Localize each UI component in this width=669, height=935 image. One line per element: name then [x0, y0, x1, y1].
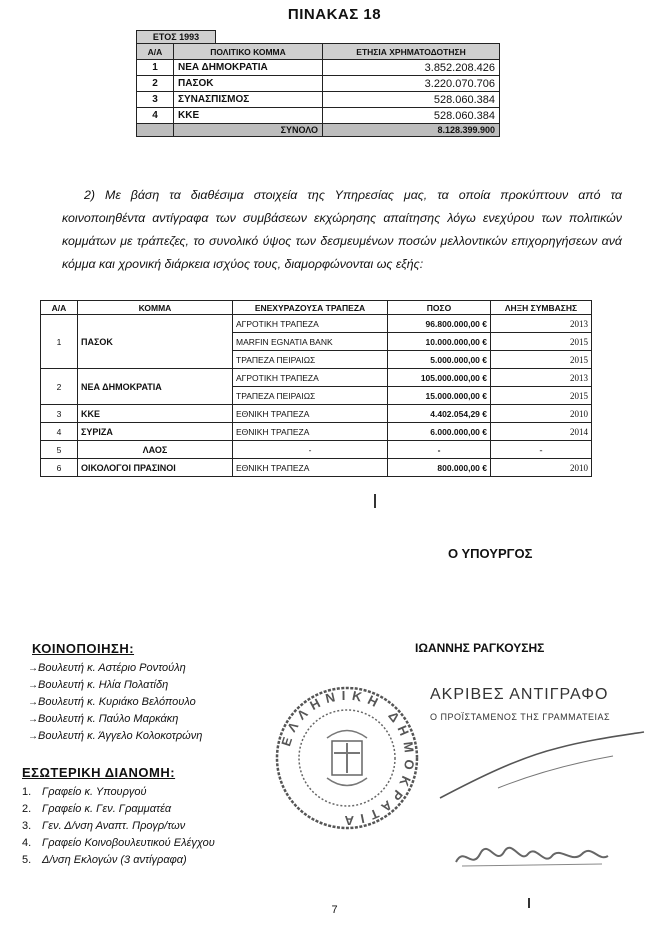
loan-end-year: 2015	[491, 351, 592, 369]
loan-aa: 6	[41, 459, 78, 477]
loan-row	[41, 369, 592, 387]
header-bank: ΕΝΕΧΥΡΑΖΟΥΣΑ ΤΡΑΠΕΖΑ	[233, 301, 388, 315]
loan-bank: -	[233, 441, 388, 459]
loan-party: ΝΕΑ ΔΗΜΟΚΡΑΤΙΑ	[78, 369, 233, 405]
loan-party: ΛΑΟΣ	[78, 441, 233, 459]
header-aa: Α/Α	[137, 44, 174, 60]
bullet-arrow-icon: →	[28, 697, 38, 708]
loan-amount: 105.000.000,00 €	[388, 369, 491, 387]
loan-bank: ΕΘΝΙΚΗ ΤΡΑΠΕΖΑ	[233, 423, 388, 441]
total-empty	[137, 124, 174, 137]
loan-bank: ΤΡΑΠΕΖΑ ΠΕΙΡΑΙΩΣ	[233, 387, 388, 405]
esoteriki-item	[22, 852, 215, 869]
seal-text: ΕΛΛΗΝΙΚΗ ΔΗΜΟΚΡΑΤΙΑ	[278, 687, 418, 829]
certified-copy-stamp: ΑΚΡΙΒΕΣ ΑΝΤΙΓΡΑΦΟ	[430, 686, 609, 703]
koinopoiisi-item-text: Βουλευτή κ. Κυριάκο Βελόπουλο	[38, 696, 196, 708]
row-aa: 2	[137, 76, 174, 92]
loan-aa: 5	[41, 441, 78, 459]
koinopoiisi-item	[28, 728, 202, 745]
row-party: ΚΚΕ	[174, 108, 323, 124]
minister-title: Ο ΥΠΟΥΡΓΟΣ	[448, 546, 533, 561]
funding-row	[137, 60, 500, 76]
loan-end-year: 2013	[491, 315, 592, 333]
esoteriki-item-number: 4.	[22, 837, 32, 849]
esoteriki-item-number: 2.	[22, 803, 32, 815]
bullet-arrow-icon: →	[28, 680, 38, 691]
year-label: ΕΤΟΣ 1993	[136, 30, 216, 44]
bullet-arrow-icon: →	[28, 731, 38, 742]
page-title: ΠΙΝΑΚΑΣ 18	[287, 6, 382, 23]
esoteriki-item-number: 3.	[22, 820, 32, 832]
esoteriki-list	[22, 784, 215, 869]
esoteriki-item	[22, 835, 215, 852]
loan-row	[41, 423, 592, 441]
header-party: ΚΟΜΜΑ	[78, 301, 233, 315]
loan-bank: ΑΓΡΟΤΙΚΗ ΤΡΑΠΕΖΑ	[233, 315, 388, 333]
loan-end-year: -	[491, 441, 592, 459]
loan-amount: -	[388, 441, 491, 459]
minister-name: ΙΩΑΝΝΗΣ ΡΑΓΚΟΥΣΗΣ	[415, 641, 545, 655]
loan-bank: MARFIN EGNATIA BANK	[233, 333, 388, 351]
loan-amount: 15.000.000,00 €	[388, 387, 491, 405]
funding-total-row	[137, 124, 500, 137]
loan-end-year: 2010	[491, 459, 592, 477]
bullet-arrow-icon: →	[28, 714, 38, 725]
loan-amount: 10.000.000,00 €	[388, 333, 491, 351]
esoteriki-item-number: 5.	[22, 854, 32, 866]
loans-table	[40, 300, 592, 477]
funding-row	[137, 92, 500, 108]
head-office-label: Ο ΠΡΟΪΣΤΑΜΕΝΟΣ ΤΗΣ ΓΡΑΜΜΑΤΕΙΑΣ	[430, 712, 611, 722]
signature	[452, 836, 612, 876]
scan-mark	[528, 898, 530, 908]
loan-aa: 3	[41, 405, 78, 423]
loan-row	[41, 441, 592, 459]
loan-party: ΟΙΚΟΛΟΓΟΙ ΠΡΑΣΙΝΟΙ	[78, 459, 233, 477]
koinopoiisi-item-text: Βουλευτή κ. Ηλία Πολατίδη	[38, 679, 169, 691]
esoteriki-item-text: Γραφείο Κοινοβουλευτικού Ελέγχου	[42, 837, 215, 849]
koinopoiisi-heading: ΚΟΙΝΟΠΟΙΗΣΗ:	[32, 641, 135, 656]
loan-aa: 1	[41, 315, 78, 369]
row-amount: 3.220.070.706	[323, 76, 500, 92]
row-amount: 528.060.384	[323, 108, 500, 124]
funding-row	[137, 76, 500, 92]
loans-table-header	[41, 301, 592, 315]
loan-bank: ΑΓΡΟΤΙΚΗ ΤΡΑΠΕΖΑ	[233, 369, 388, 387]
row-amount: 528.060.384	[323, 92, 500, 108]
row-party: ΣΥΝΑΣΠΙΣΜΟΣ	[174, 92, 323, 108]
esoteriki-item-text: Δ/νση Εκλογών (3 αντίγραφα)	[42, 854, 187, 866]
total-label: ΣΥΝΟΛΟ	[174, 124, 323, 137]
page-number: 7	[331, 904, 338, 916]
esoteriki-item-text: Γραφείο κ. Γεν. Γραμματέα	[42, 803, 172, 815]
loan-end-year: 2015	[491, 387, 592, 405]
loan-aa: 2	[41, 369, 78, 405]
esoteriki-item-text: Γεν. Δ/νση Αναπτ. Προγρ/των	[42, 820, 186, 832]
koinopoiisi-item-text: Βουλευτή κ. Αστέριο Ροντούλη	[38, 662, 186, 674]
row-aa: 3	[137, 92, 174, 108]
loan-aa: 4	[41, 423, 78, 441]
header-party: ΠΟΛΙΤΙΚΟ ΚΟΜΜΑ	[174, 44, 323, 60]
paragraph-text: 2) Με βάση τα διαθέσιμα στοιχεία της Υπηρεσίας μας, τα οποία προκύπτουν από τα κοινοποιηθέντα αντίγραφα των συμβάσεων εκχώρησης απαίτησης λόγω ενεχύρου των πολιτικών κομμάτων με τράπεζες, το συνολικό ύψος των δεσμευμένων ποσών μελλοντικών επιχορηγήσεων ανά κόμμα και χρονική διάρκεια ισχύος τους, διαμορφώνονται ως εξής:	[62, 188, 622, 271]
loan-party: ΠΑΣΟΚ	[78, 315, 233, 369]
header-funding: ΕΤΗΣΙΑ ΧΡΗΜΑΤΟΔΟΤΗΣΗ	[323, 44, 500, 60]
koinopoiisi-list	[28, 660, 202, 745]
loan-party: ΣΥΡΙΖΑ	[78, 423, 233, 441]
scan-mark	[374, 494, 376, 508]
esoteriki-item	[22, 801, 215, 818]
row-party: ΠΑΣΟΚ	[174, 76, 323, 92]
bullet-arrow-icon: →	[28, 663, 38, 674]
total-value: 8.128.399.900	[323, 124, 500, 137]
loan-row	[41, 405, 592, 423]
loan-row	[41, 315, 592, 333]
loan-amount: 4.402.054,29 €	[388, 405, 491, 423]
loan-bank: ΕΘΝΙΚΗ ΤΡΑΠΕΖΑ	[233, 405, 388, 423]
row-aa: 4	[137, 108, 174, 124]
koinopoiisi-item	[28, 660, 202, 677]
header-end: ΛΗΞΗ ΣΥΜΒΑΣΗΣ	[491, 301, 592, 315]
loan-bank: ΕΘΝΙΚΗ ΤΡΑΠΕΖΑ	[233, 459, 388, 477]
handwritten-signature-stroke	[438, 728, 648, 808]
loan-row	[41, 459, 592, 477]
loan-amount: 96.800.000,00 €	[388, 315, 491, 333]
funding-row	[137, 108, 500, 124]
esoteriki-item-number: 1.	[22, 786, 32, 798]
koinopoiisi-item-text: Βουλευτή κ. Άγγελο Κολοκοτρώνη	[38, 730, 203, 742]
loan-party: ΚΚΕ	[78, 405, 233, 423]
loan-amount: 800.000,00 €	[388, 459, 491, 477]
koinopoiisi-item	[28, 711, 202, 728]
funding-table-header	[137, 44, 500, 60]
row-party: ΝΕΑ ΔΗΜΟΚΡΑΤΙΑ	[174, 60, 323, 76]
loan-end-year: 2015	[491, 333, 592, 351]
row-amount: 3.852.208.426	[323, 60, 500, 76]
esoteriki-item	[22, 784, 215, 801]
loan-end-year: 2010	[491, 405, 592, 423]
koinopoiisi-item	[28, 694, 202, 711]
row-aa: 1	[137, 60, 174, 76]
esoteriki-heading: ΕΣΩΤΕΡΙΚΗ ΔΙΑΝΟΜΗ:	[22, 765, 176, 780]
koinopoiisi-item	[28, 677, 202, 694]
header-amount: ΠΟΣΟ	[388, 301, 491, 315]
loan-amount: 5.000.000,00 €	[388, 351, 491, 369]
official-seal	[272, 683, 422, 833]
esoteriki-item-text: Γραφείο κ. Υπουργού	[42, 786, 147, 798]
funding-table	[136, 43, 500, 137]
esoteriki-item	[22, 818, 215, 835]
loan-end-year: 2014	[491, 423, 592, 441]
loan-end-year: 2013	[491, 369, 592, 387]
header-aa: Α/Α	[41, 301, 78, 315]
loan-bank: ΤΡΑΠΕΖΑ ΠΕΙΡΑΙΩΣ	[233, 351, 388, 369]
koinopoiisi-item-text: Βουλευτή κ. Παύλο Μαρκάκη	[38, 713, 179, 725]
loan-amount: 6.000.000,00 €	[388, 423, 491, 441]
